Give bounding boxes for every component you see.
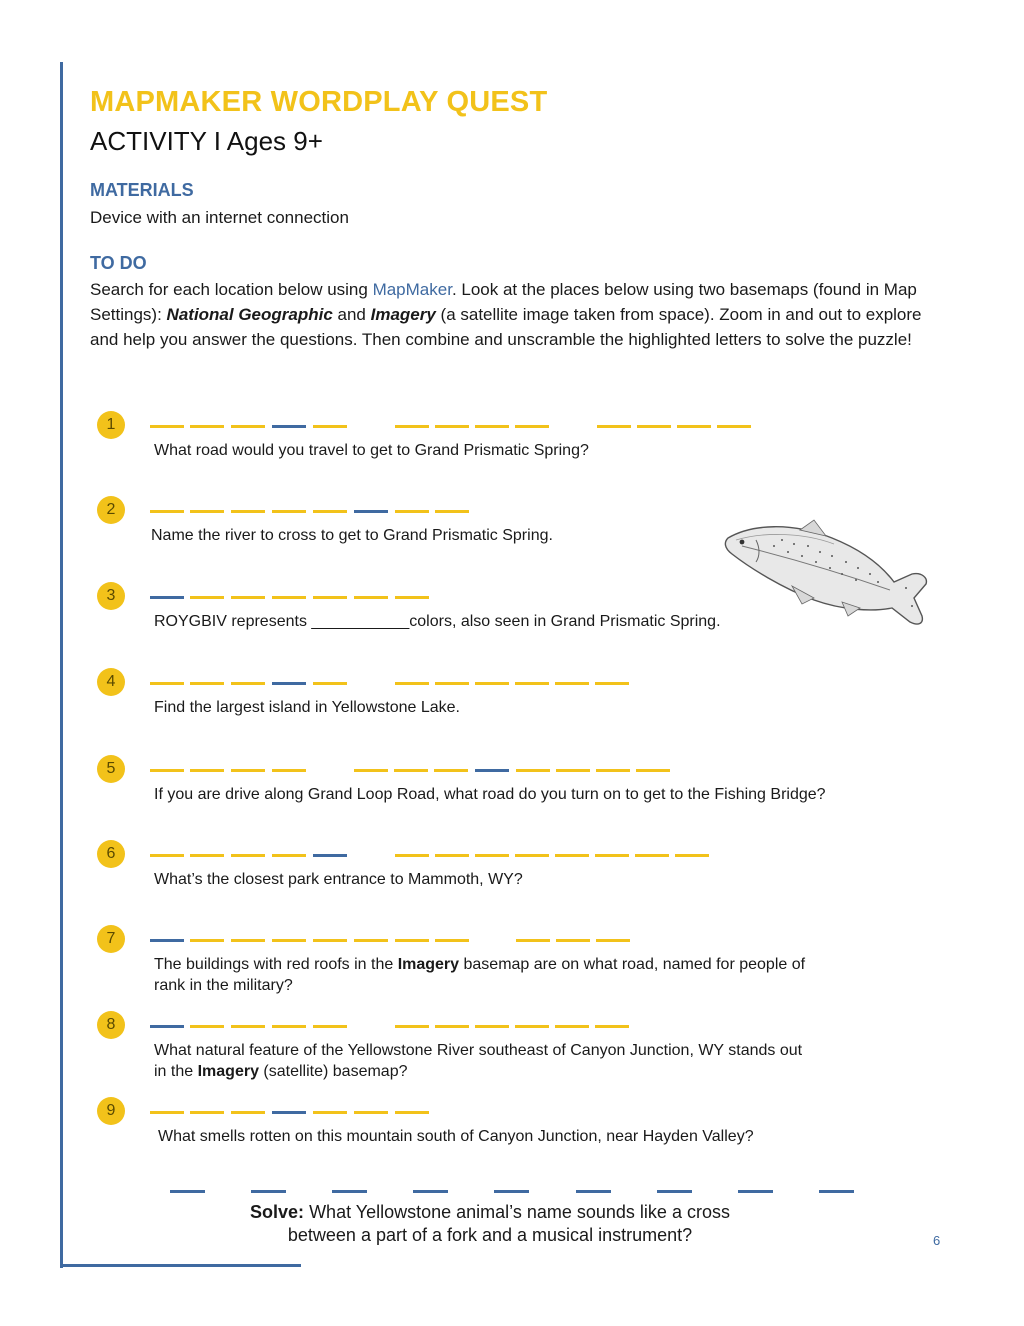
letter-blank <box>475 854 509 857</box>
letter-blank <box>494 1190 529 1193</box>
letter-blank <box>556 769 590 772</box>
letter-blank <box>595 1025 629 1028</box>
letter-blank <box>556 939 590 942</box>
letter-blank <box>251 1190 286 1193</box>
letter-blank <box>677 425 711 428</box>
question-number-badge: 7 <box>97 925 125 953</box>
letter-blank <box>597 425 631 428</box>
letter-blank <box>190 1025 224 1028</box>
letter-blank <box>595 682 629 685</box>
letter-blank <box>231 939 265 942</box>
todo-heading: TO DO <box>90 253 147 273</box>
mapmaker-link[interactable]: MapMaker <box>372 280 452 299</box>
solve-answer-blanks <box>0 1190 1024 1194</box>
letter-blank <box>313 1025 347 1028</box>
letter-blank <box>170 1190 205 1193</box>
letter-blank <box>395 425 429 428</box>
question-number-badge: 9 <box>97 1097 125 1125</box>
letter-blank <box>395 1111 429 1114</box>
letter-blank <box>272 596 306 599</box>
highlighted-letter-blank <box>272 682 306 685</box>
letter-blank <box>332 1190 367 1193</box>
letter-blank <box>313 939 347 942</box>
letter-blank <box>435 510 469 513</box>
letter-blank <box>435 854 469 857</box>
letter-blank <box>354 1111 388 1114</box>
letter-blank <box>231 1025 265 1028</box>
letter-blank <box>435 425 469 428</box>
highlighted-letter-blank <box>272 1111 306 1114</box>
letter-blank <box>475 425 509 428</box>
materials-text: Device with an internet connection <box>90 208 349 227</box>
letter-blank <box>395 1025 429 1028</box>
question-number-badge: 5 <box>97 755 125 783</box>
highlighted-letter-blank <box>354 510 388 513</box>
letter-blank <box>272 1025 306 1028</box>
letter-blank <box>435 1025 469 1028</box>
letter-blank <box>516 769 550 772</box>
letter-blank <box>313 682 347 685</box>
question-number-badge: 6 <box>97 840 125 868</box>
letter-blank <box>435 939 469 942</box>
letter-blank <box>555 854 589 857</box>
question-text: What road would you travel to get to Grand Prismatic Spring? <box>154 442 589 459</box>
question-text: What natural feature of the Yellowstone River southeast of Canyon Junction, WY stands out in the Imagery (satellite) basemap? <box>154 1042 803 1080</box>
letter-blank <box>231 425 265 428</box>
letter-blank <box>516 939 550 942</box>
question-number-badge: 3 <box>97 582 125 610</box>
letter-blank <box>515 425 549 428</box>
letter-blank <box>354 596 388 599</box>
todo-instructions: Search for each location below using MapMaker. Look at the places below using two basemaps (found in Map Settings): National Geographic and Imagery (a satellite image taken from space). Zoom in and out to explore and help you answer the questions. Then combine and unscramble the highlighted letters to solve the puzzle! <box>90 280 922 349</box>
letter-blank <box>190 854 224 857</box>
letter-blank <box>475 682 509 685</box>
letter-blank <box>555 1025 589 1028</box>
letter-blank <box>819 1190 854 1193</box>
question-number-badge: 8 <box>97 1011 125 1039</box>
letter-blank <box>515 1025 549 1028</box>
letter-blank <box>231 596 265 599</box>
question-text: If you are drive along Grand Loop Road, what road do you turn on to get to the Fishing Bridge? <box>154 786 826 803</box>
letter-blank <box>190 939 224 942</box>
letter-blank <box>231 854 265 857</box>
question-text: The buildings with red roofs in the Imagery basemap are on what road, named for people of rank in the military? <box>154 956 806 994</box>
letter-blank <box>395 939 429 942</box>
letter-blank <box>231 510 265 513</box>
letter-blank <box>190 596 224 599</box>
letter-blank <box>576 1190 611 1193</box>
letter-blank <box>231 1111 265 1114</box>
letter-blank <box>150 854 184 857</box>
trout-illustration <box>722 516 932 640</box>
letter-blank <box>150 769 184 772</box>
question-text: Find the largest island in Yellowstone Lake. <box>154 699 460 716</box>
letter-blank <box>272 854 306 857</box>
letter-blank <box>413 1190 448 1193</box>
letter-blank <box>595 854 629 857</box>
page-frame-bottom <box>60 1264 301 1267</box>
letter-blank <box>272 769 306 772</box>
letter-blank <box>190 425 224 428</box>
highlighted-letter-blank <box>475 769 509 772</box>
letter-blank <box>596 939 630 942</box>
letter-blank <box>354 769 388 772</box>
letter-blank <box>395 854 429 857</box>
letter-blank <box>231 769 265 772</box>
letter-blank <box>394 769 428 772</box>
letter-blank <box>475 1025 509 1028</box>
letter-blank <box>395 682 429 685</box>
letter-blank <box>313 510 347 513</box>
letter-blank <box>596 769 630 772</box>
letter-blank <box>395 596 429 599</box>
letter-blank <box>313 425 347 428</box>
question-number-badge: 2 <box>97 496 125 524</box>
letter-blank <box>717 425 751 428</box>
highlighted-letter-blank <box>272 425 306 428</box>
letter-blank <box>190 1111 224 1114</box>
letter-blank <box>395 510 429 513</box>
letter-blank <box>272 510 306 513</box>
letter-blank <box>190 510 224 513</box>
letter-blank <box>190 769 224 772</box>
letter-blank <box>190 682 224 685</box>
letter-blank <box>637 425 671 428</box>
letter-blank <box>313 1111 347 1114</box>
page-title: MAPMAKER WORDPLAY QUEST <box>90 86 548 118</box>
letter-blank <box>231 682 265 685</box>
question-text: What’s the closest park entrance to Mammoth, WY? <box>154 871 523 888</box>
letter-blank <box>150 510 184 513</box>
letter-blank <box>150 682 184 685</box>
solve-prompt: Solve: What Yellowstone animal’s name sounds like a cross between a part of a fork and a musical instrument? <box>250 1202 730 1245</box>
highlighted-letter-blank <box>150 1025 184 1028</box>
letter-blank <box>738 1190 773 1193</box>
page-subtitle: ACTIVITY I Ages 9+ <box>90 126 323 156</box>
page-frame-left <box>60 62 63 1268</box>
question-number-badge: 1 <box>97 411 125 439</box>
highlighted-letter-blank <box>313 854 347 857</box>
question-text: Name the river to cross to get to Grand Prismatic Spring. <box>151 527 553 544</box>
letter-blank <box>434 769 468 772</box>
letter-blank <box>636 769 670 772</box>
materials-heading: MATERIALS <box>90 180 194 200</box>
letter-blank <box>313 596 347 599</box>
highlighted-letter-blank <box>150 939 184 942</box>
letter-blank <box>515 854 549 857</box>
question-text: ROYGBIV represents ___________colors, also seen in Grand Prismatic Spring. <box>154 613 721 630</box>
letter-blank <box>515 682 549 685</box>
question-text: What smells rotten on this mountain south of Canyon Junction, near Hayden Valley? <box>158 1128 754 1145</box>
letter-blank <box>150 425 184 428</box>
page-number: 6 <box>933 1233 941 1248</box>
letter-blank <box>675 854 709 857</box>
letter-blank <box>354 939 388 942</box>
letter-blank <box>657 1190 692 1193</box>
question-number-badge: 4 <box>97 668 125 696</box>
letter-blank <box>435 682 469 685</box>
letter-blank <box>150 1111 184 1114</box>
letter-blank <box>555 682 589 685</box>
letter-blank <box>635 854 669 857</box>
highlighted-letter-blank <box>150 596 184 599</box>
letter-blank <box>272 939 306 942</box>
